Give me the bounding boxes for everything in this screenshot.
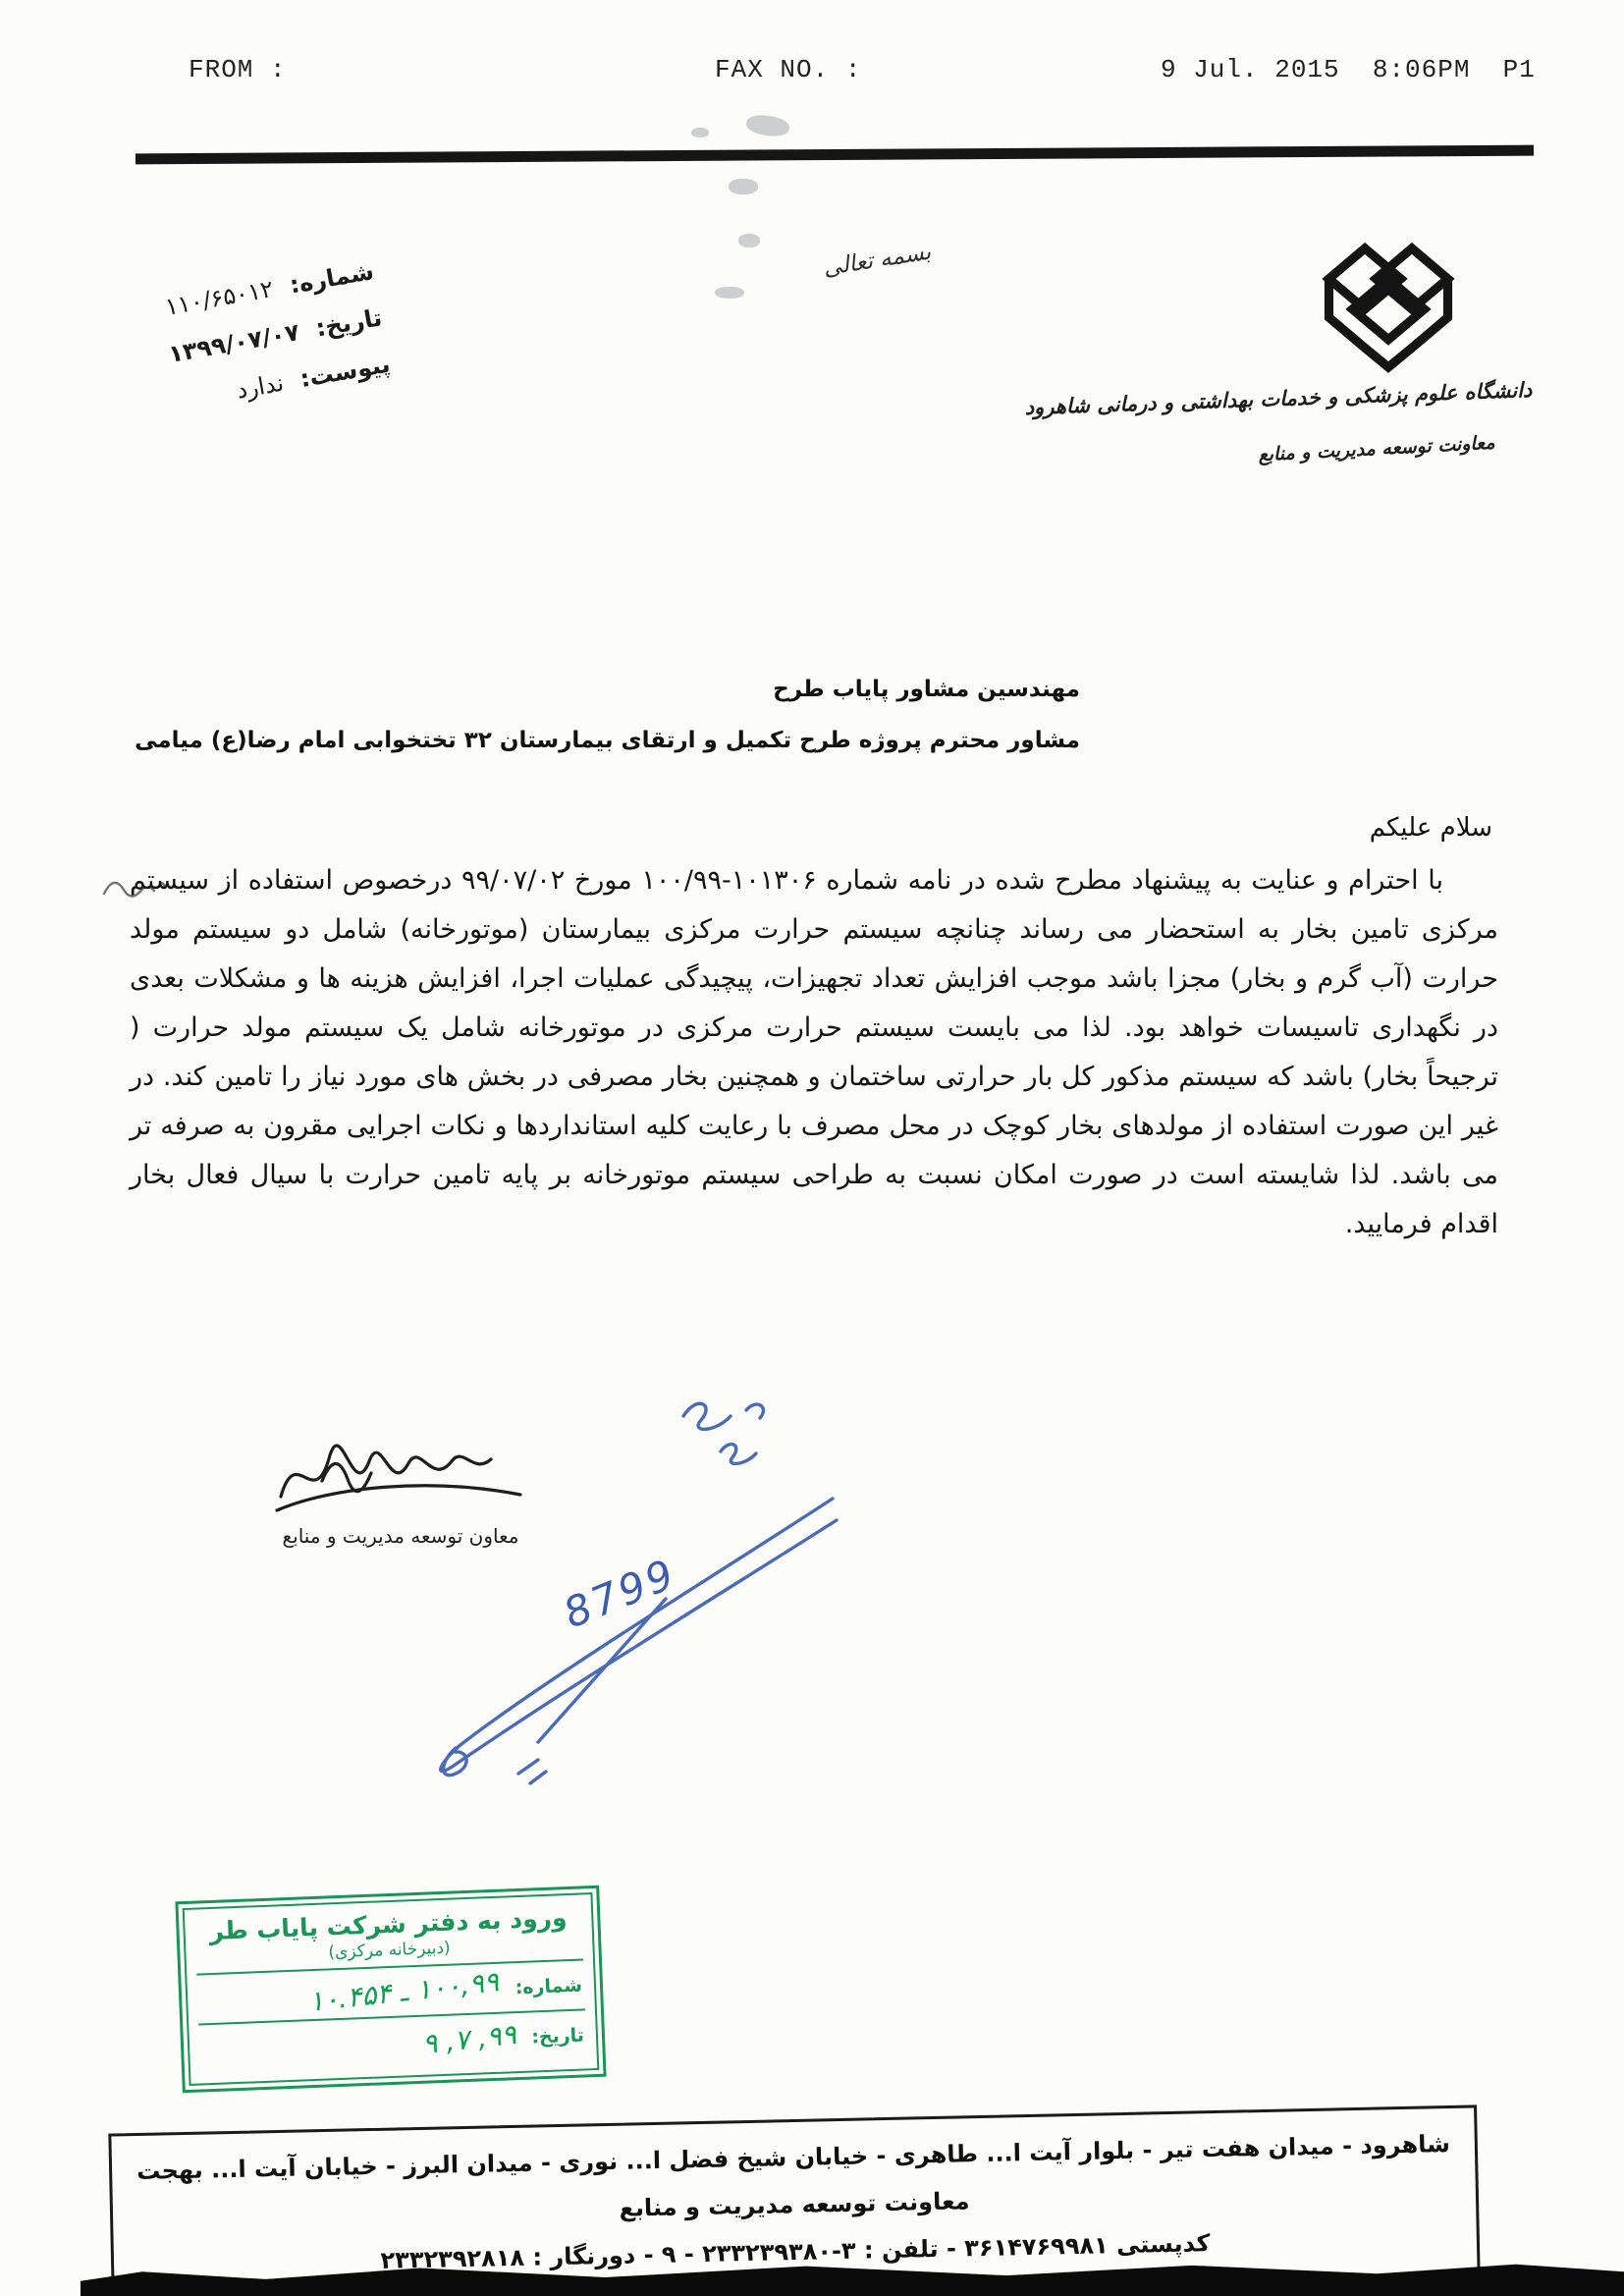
stamp-date-label: تاریخ: <box>530 2023 585 2049</box>
besmele-script: بسمه تعالی <box>821 239 933 282</box>
fax-from-label: FROM : <box>189 55 287 84</box>
scan-smudge <box>691 128 709 137</box>
date-value: ۱۳۹۹/۰۷/۰۷ <box>166 318 302 369</box>
fax-number-label: FAX NO. : <box>715 55 862 84</box>
footer-contact-line: کدپستی ۳۶۱۴۷۶۹۹۸۱ - تلفن : ۳-۲۳۳۲۳۹۳۸۰ - ۹ - دورنگار : ۲۳۳۲۳۹۲۸۱۸ <box>380 2229 1211 2274</box>
stamp-number-label: شماره: <box>514 1974 583 1998</box>
fax-datetime: 9 Jul. 2015 8:06PM P1 <box>1161 55 1536 84</box>
scan-smudge <box>729 179 758 194</box>
number-value: ۱۱۰/۶۵۰۱۲ <box>163 275 276 321</box>
stamp-title: ورود به دفتر شرکت پایاب طر <box>208 1903 568 1946</box>
salutation: سلام علیکم <box>1369 813 1492 843</box>
attachment-label: پیوست: <box>298 350 393 394</box>
organization-department: معاونت توسعه مدیریت و منابع <box>1257 431 1496 466</box>
recipient-line-1: مهندسین مشاور پایاب طرح <box>773 677 1080 702</box>
attachment-value: ندارد <box>234 368 287 405</box>
recipient-line-2: مشاور محترم پروژه طرح تکمیل و ارتقای بیمارستان ۳۲ تختخوابی امام رضا(ع) میامی <box>135 728 1080 753</box>
stamp-subtitle: (دبیرخانه مرکزی) <box>195 1933 583 1975</box>
organization-name: دانشگاه علوم پزشکی و خدمات بهداشتی و درمانی شاهرود <box>1024 377 1533 420</box>
number-label: شماره: <box>287 256 376 300</box>
scan-smudge <box>715 287 744 299</box>
header-rule <box>135 145 1534 165</box>
letter-body: با احترام و عنایت به پیشنهاد مطرح شده در نامه شماره ۱۰۱۳۰۶-۱۰۰/۹۹ مورخ ۹۹/۰۷/۰۲ درخصوص استفاده از سیستم مرکزی تامین بخار به استحضار می رساند چنانچه سیستم حرارت مرکزی بیمارستان (موتورخانه) شامل دو سیستم مولد حرارت (آب گرم و بخار) مجزا باشد موجب افزایش تعداد تجهیزات، پیچیدگی عملیات اجرا، افزایش هزینه ها و مشکلات بعدی در نگهداری تاسیسات خواهد بود. لذا می بایست سیستم حرارت مرکزی در موتورخانه شامل یک سیستم مولد حرارت ( ترجیحاً بخار) باشد که سیستم مذکور کل بار حرارتی ساختمان و همچنین بخار مصرفی در بخش های مورد نیاز را تامین کند. در غیر این صورت استفاده از مولدهای بخار کوچک در محل مصرف با رعایت کلیه استانداردها و نکات اجرایی مقرون به صرفه تر می باشد. لذا شایسته است در صورت امکان نسبت به طراحی سیستم موتورخانه بر پایه تامین حرارت با سیال فعال بخار اقدام فرمایید. <box>130 865 1498 1239</box>
handwritten-ink-number: 8799 <box>557 1549 683 1638</box>
scan-smudge <box>738 234 760 247</box>
stamp-date-value: ۹۹, ۷, ۹ <box>420 2017 517 2061</box>
date-label: تاریخ: <box>313 303 385 343</box>
handwritten-margin-mark <box>96 860 175 913</box>
document-reference-fields <box>158 257 396 434</box>
stamp-number-value: ۱۰۰,۹۹ ـ ۱۰.۴۵۴ <box>307 1965 502 2018</box>
footer-address-line: شاهرود - میدان هفت تیر - بلوار آیت ا... طاهری - خیابان شیخ فضل ا... نوری - میدان البرز - خیابان آیت ا... بهجت معاونت توسعه مدیریت و منابع <box>135 2130 1451 2222</box>
scan-smudge <box>745 113 790 138</box>
incoming-registry-stamp <box>175 1886 606 2093</box>
university-logo <box>1298 232 1479 381</box>
stamp-inner-frame <box>183 1892 600 2086</box>
recipient-block <box>135 664 1080 766</box>
signatory-title: معاون توسعه مدیریت و منابع <box>282 1524 519 1548</box>
